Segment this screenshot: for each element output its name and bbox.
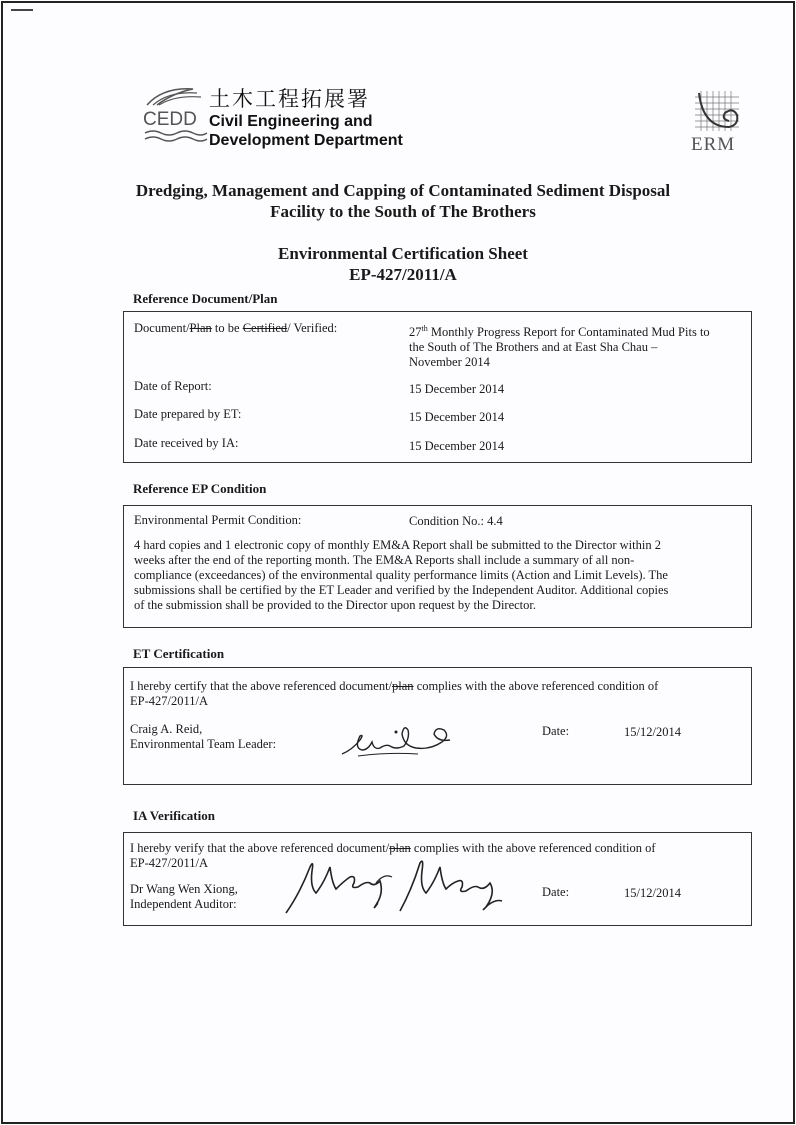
condition-text-line3: compliance (exceedances) of the environmental quality performance limits (Action and Limit Levels). The [134,568,668,582]
cedd-name-line2: Development Department [209,132,403,149]
cedd-logo-text: CEDD [143,109,197,130]
cedd-header [143,81,443,151]
ia-verification-box [123,832,752,926]
date-prepared-value: 15 December 2014 [409,410,505,424]
erm-grid-icon [693,89,741,133]
document-value-ordinal: th [421,324,428,333]
et-certification-box [123,667,752,785]
ia-signatory-role: Independent Auditor: [130,897,237,911]
et-signatory-role: Environmental Team Leader: [130,737,277,751]
ia-statement-suffix: complies with the above referenced condition of [410,841,656,855]
et-statement-struck: plan [392,679,414,693]
et-statement-suffix: complies with the above referenced condition of [413,679,659,693]
ia-signatory-name: Dr Wang Wen Xiong, [130,882,238,896]
date-received-value: 15 December 2014 [409,439,505,453]
document-value-number: 27 [409,325,422,339]
project-title-line2: Facility to the South of The Brothers [270,202,536,221]
et-statement-line1 [130,679,745,694]
document-value-line1-text: Monthly Progress Report for Contaminated Mud Pits to [427,325,710,339]
ia-signature [280,853,510,919]
document-value [409,321,754,370]
permit-number: EP-427/2011/A [349,265,457,284]
cedd-chinese-name: 土木工程拓展署 [209,87,370,111]
scan-mark [11,9,33,11]
condition-text [134,538,749,613]
et-statement-line2: EP-427/2011/A [130,694,209,708]
document-label-plan-struck: Plan [189,321,212,335]
reference-document-heading: Reference Document/Plan [133,291,278,306]
ia-date-label: Date: [542,885,570,899]
date-of-report-label: Date of Report: [134,379,212,393]
condition-text-line1: 4 hard copies and 1 electronic copy of monthly EM&A Report shall be submitted to the Director within 2 [134,538,661,552]
ia-verification-heading: IA Verification [133,808,215,823]
reference-document-box [123,311,752,463]
document-label-certified-struck: Certified [242,321,288,335]
et-signatory-name: Craig A. Reid, [130,722,203,736]
document-label [134,321,337,336]
et-signatory [130,722,276,752]
document-label-prefix: Document/ [134,321,190,335]
date-received-label: Date received by IA: [134,436,239,450]
et-certification-heading: ET Certification [133,646,225,661]
ia-date-value: 15/12/2014 [624,886,681,900]
et-statement-prefix: I hereby certify that the above referenced document/ [130,679,393,693]
reference-ep-heading: Reference EP Condition [133,481,267,496]
reference-ep-box [123,505,752,628]
document-value-line1 [409,321,754,340]
date-of-report-value: 15 December 2014 [409,382,505,396]
et-date-label: Date: [542,724,570,738]
ia-signatory [130,882,238,912]
document-value-line3: November 2014 [409,355,490,369]
permit-condition-label: Environmental Permit Condition: [134,513,302,527]
document-label-to-be: to be [211,321,243,335]
ia-statement-line2: EP-427/2011/A [130,856,209,870]
erm-logo-text: ERM [691,134,736,155]
ia-statement-prefix: I hereby verify that the above referenced document/ [130,841,390,855]
condition-text-line2: weeks after the end of the reporting month. The EM&A Reports shall include a summary of all non- [134,553,635,567]
condition-number: Condition No.: 4.4 [409,514,503,528]
document-value-line2: the South of The Brothers and at East Sha Chau – [409,340,658,354]
erm-logo [689,89,743,155]
condition-text-line5: of the submission shall be provided to the Director upon request by the Director. [134,598,536,612]
cedd-logo-icon [143,81,209,147]
cedd-name-line1: Civil Engineering and [209,113,373,130]
certification-sheet-page [1,1,795,1124]
ia-statement-struck: plan [389,841,411,855]
et-statement [130,679,745,709]
et-signature [338,720,468,762]
sheet-title: Environmental Certification Sheet [278,244,528,263]
condition-text-line4: submissions shall be certified by the ET Leader and verified by the Independent Auditor. Additional copies [134,583,669,597]
date-prepared-label: Date prepared by ET: [134,407,242,421]
et-date-value: 15/12/2014 [624,725,681,739]
project-title-line1: Dredging, Management and Capping of Contaminated Sediment Disposal [135,181,671,200]
document-label-suffix: / Verified: [287,321,338,335]
